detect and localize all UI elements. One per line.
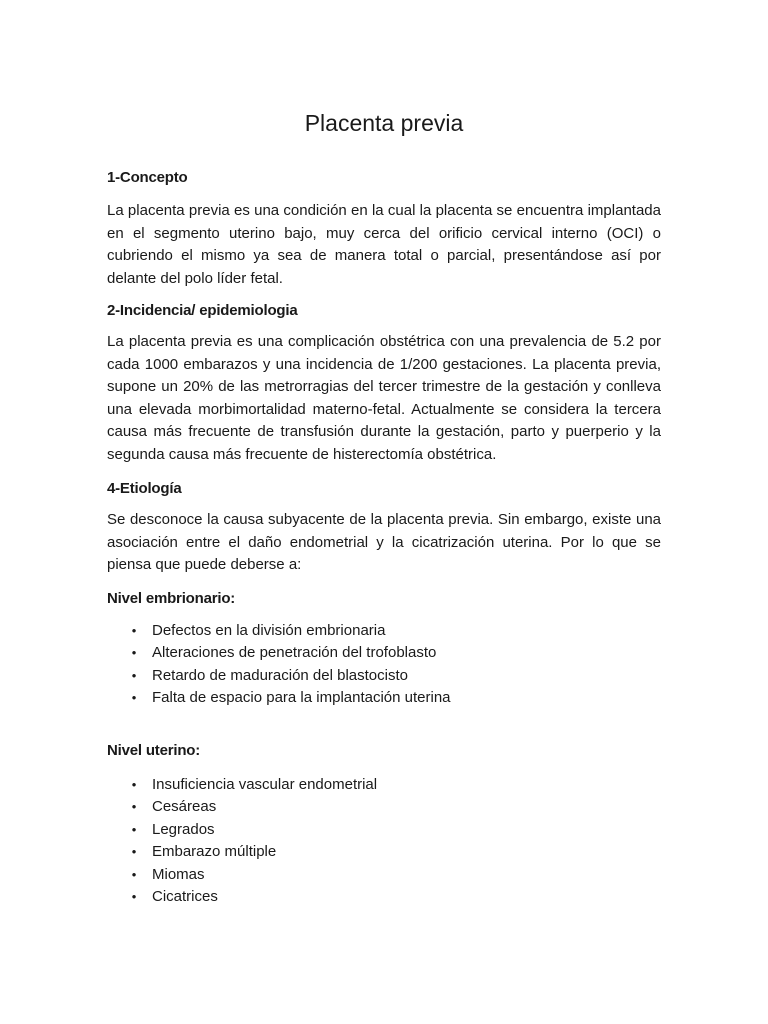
section-heading-incidencia: 2-Incidencia/ epidemiologia <box>107 302 298 319</box>
list-item <box>107 665 451 687</box>
list-item-text: Insuficiencia vascular endometrial <box>152 776 378 793</box>
bullet-icon: • <box>131 799 137 815</box>
list-item-text: Cicatrices <box>152 888 218 906</box>
document-title: Placenta previa <box>304 110 464 136</box>
list-item <box>107 864 377 886</box>
list-item-text: Legrados <box>152 820 215 838</box>
list-item-text: Miomas <box>152 865 205 883</box>
list-nivel-embrionario <box>107 620 451 710</box>
list-item-text: Embarazo múltiple <box>152 843 277 861</box>
section-heading-nivel-embrionario: Nivel embrionario: <box>107 590 236 607</box>
list-item <box>107 620 451 642</box>
bullet-icon: • <box>131 889 137 905</box>
bullet-icon: • <box>131 821 137 837</box>
list-item <box>107 796 377 818</box>
list-item <box>107 886 377 908</box>
list-item <box>107 642 451 664</box>
bullet-icon: • <box>131 623 137 638</box>
section-heading-concepto: 1-Concepto <box>107 169 188 186</box>
list-item-text: Defectos en la división embrionaria <box>152 622 386 639</box>
paragraph-incidencia: La placenta previa es una complicación obstétrica con una prevalencia de 5.2 por cada 1000 embarazos y una incidencia de 1/200 gestaciones. La placenta previa, supone un 20% de las metrorragias del tercer trimestre de la gestación y conlleva una elevada morbimortalidad materno-fetal. Actualmente se considera la tercera causa más frecuente de transfusión durante la gestación, parto y puerperio y la segunda causa más frecuente de histerectomía obstétrica. <box>107 333 661 463</box>
list-nivel-uterino <box>107 774 377 908</box>
bullet-icon: • <box>131 690 137 706</box>
bullet-icon: • <box>131 667 137 683</box>
paragraph-etiologia: Se desconoce la causa subyacente de la placenta previa. Sin embargo, existe una asociación entre el daño endometrial y la cicatrización uterina. Por lo que se piensa que puede deberse a: <box>107 511 661 573</box>
bullet-icon: • <box>131 866 137 882</box>
bullet-icon: • <box>131 777 137 792</box>
bullet-icon: • <box>131 645 137 661</box>
list-item-text: Retardo de maduración del blastocisto <box>152 666 408 684</box>
list-item <box>107 841 377 863</box>
section-heading-nivel-uterino: Nivel uterino: <box>107 742 201 759</box>
list-item-text: Cesáreas <box>152 798 217 816</box>
list-item <box>107 774 377 796</box>
paragraph-concepto: La placenta previa es una condición en la cual la placenta se encuentra implantada en el segmento uterino bajo, muy cerca del orificio cervical interno (OCI) o cubriendo el mismo ya sea de manera total o parcial, presentándose así por delante del polo líder fetal. <box>107 202 661 287</box>
list-item-text: Falta de espacio para la implantación uterina <box>152 689 451 707</box>
list-item <box>107 687 451 709</box>
section-heading-etiologia: 4-Etiología <box>107 480 182 497</box>
bullet-icon: • <box>131 844 137 860</box>
list-item-text: Alteraciones de penetración del trofoblasto <box>152 644 437 662</box>
list-item <box>107 819 377 841</box>
